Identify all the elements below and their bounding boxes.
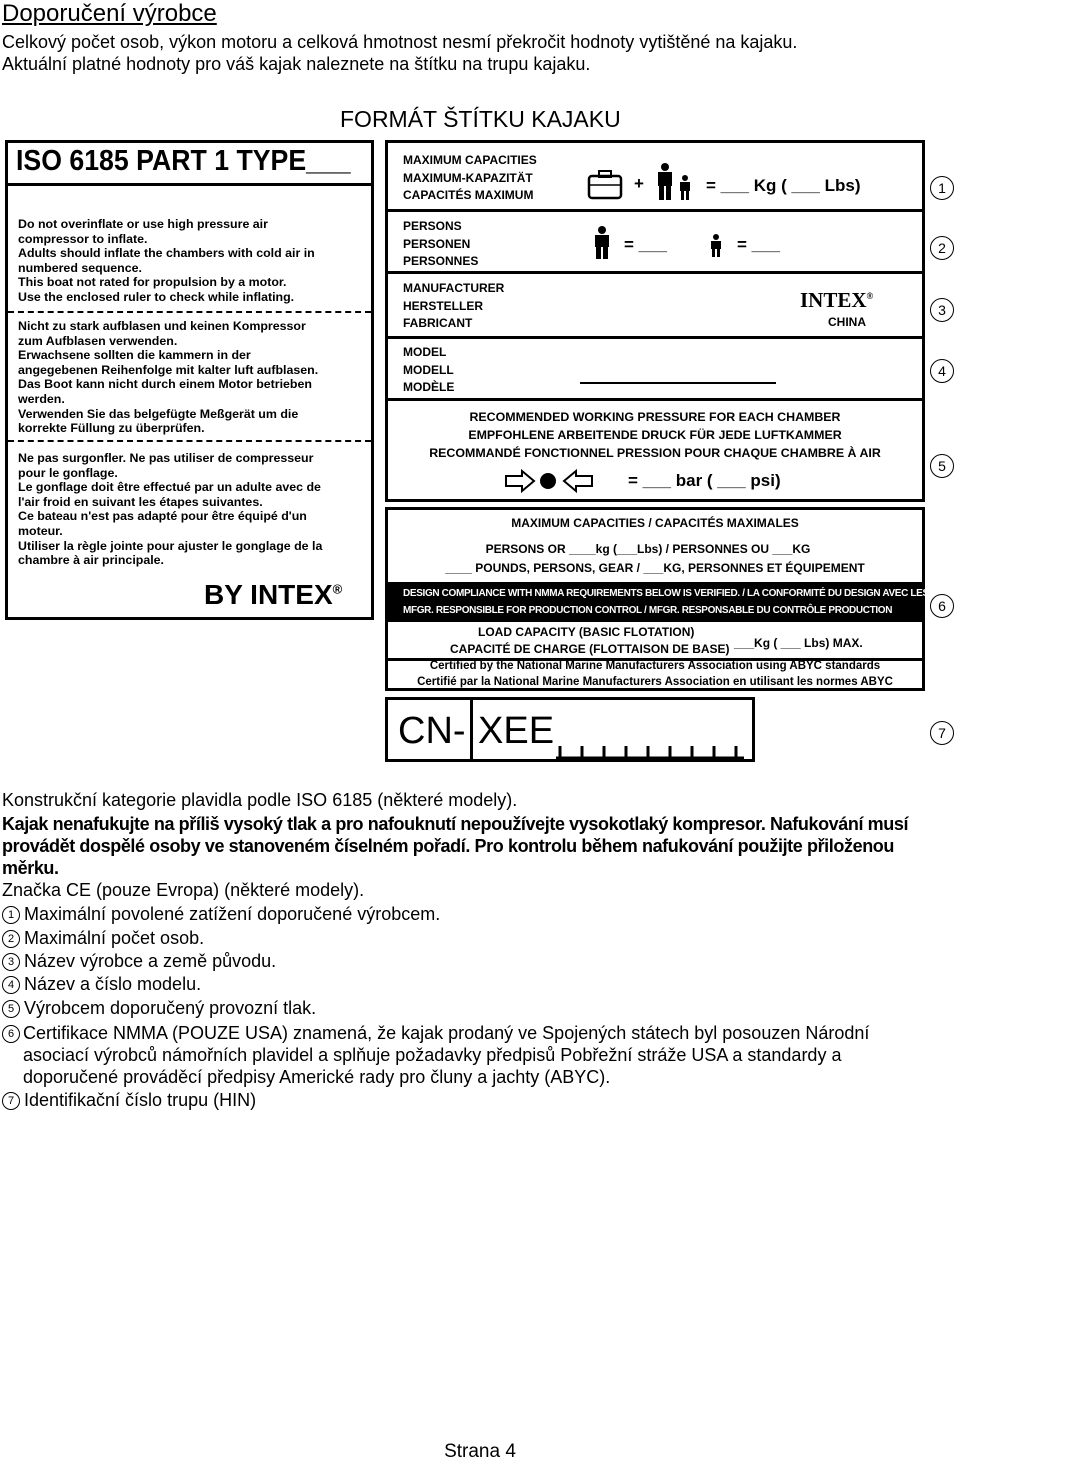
- item-number: 1: [2, 906, 20, 924]
- manufacturer-row: [388, 274, 922, 339]
- marker-6: 6: [930, 594, 954, 618]
- manufacturer-labels: [403, 280, 504, 333]
- marker-7: 7: [930, 721, 954, 745]
- warning-french: [18, 451, 365, 568]
- marker-1: 1: [930, 176, 954, 200]
- warning-line: moteur.: [18, 523, 63, 538]
- persons-labels: [403, 218, 478, 271]
- capacities-row: [388, 143, 922, 212]
- item-text: Název výrobce a země původu.: [24, 951, 277, 971]
- warning-english: [18, 217, 365, 305]
- list-item: [2, 928, 204, 949]
- list-item: [2, 1022, 932, 1088]
- warning-line: Ce bateau n'est pas adapté pour être équipé d'un: [18, 509, 307, 524]
- dashed-divider: [8, 311, 371, 313]
- pressure-line: RECOMMANDÉ FONCTIONNEL PRESSION POUR CHAQUE CHAMBRE À AIR: [429, 446, 881, 460]
- row-label: MAXIMUM CAPACITIES: [403, 153, 537, 167]
- hin-digit-slots: [556, 744, 746, 760]
- pressure-equation: = ___ bar ( ___ psi): [628, 471, 781, 490]
- item-text: Maximální počet osob.: [24, 928, 205, 948]
- ce-mark-text: Značka CE (pouze Evropa) (některé modely).: [2, 880, 365, 900]
- nmma-cert-en: Certified by the National Marine Manufacturers Association using ABYC standards: [429, 660, 881, 672]
- item-text: Název a číslo modelu.: [24, 974, 202, 994]
- list-item: [2, 904, 440, 925]
- load-capacity-fr: CAPACITÉ DE CHARGE (FLOTTAISON DE BASE): [450, 642, 730, 656]
- nmma-title: MAXIMUM CAPACITIES / CAPACITÉS MAXIMALES: [511, 516, 799, 530]
- nmma-gear-line: ____ POUNDS, PERSONS, GEAR / ___KG, PERSONNES ET ÉQUIPEMENT: [445, 561, 865, 575]
- item-text: Výrobcem doporučený provozní tlak.: [24, 998, 317, 1018]
- load-capacity-en: LOAD CAPACITY (BASIC FLOTATION): [478, 625, 695, 639]
- item-number: 4: [2, 976, 20, 994]
- warning-line: l'air froid en suivant les étapes suivantes.: [18, 494, 263, 509]
- dashed-divider: [8, 440, 371, 442]
- compliance-line: MFGR. RESPONSIBLE FOR PRODUCTION CONTROL / MFGR. RESPONSABLE DU CONTRÔLE PRODUCTION: [403, 605, 893, 616]
- row-label: MODELL: [403, 362, 454, 377]
- item-number: 2: [2, 930, 20, 948]
- compliance-line: DESIGN COMPLIANCE WITH NMMA REQUIREMENTS BELOW IS VERIFIED. / LA CONFORMITÉ DU DESIGN AVEC LES EXIGENCES NMMA EST VÉRIFIÉE.: [403, 588, 1087, 599]
- row-label: MANUFACTURER: [403, 281, 505, 295]
- warning-line: Das Boot kann nicht durch einem Motor betrieben: [18, 377, 312, 392]
- intex-logo-text: INTEX: [800, 288, 867, 312]
- item-number: 3: [2, 953, 20, 971]
- adult-person-icon: [593, 226, 611, 260]
- capacities-equation: = ___ Kg ( ___ Lbs): [706, 176, 861, 195]
- hin-divider: [470, 700, 473, 759]
- inflation-arrows-icon: [504, 470, 596, 492]
- child-count: = ___: [737, 235, 781, 254]
- iso-category-text: Konstrukční kategorie plavidla podle ISO 6185 (některé modely).: [2, 790, 518, 810]
- plus-sign: +: [634, 174, 644, 193]
- iso-header: ISO 6185 PART 1 TYPE___: [16, 145, 351, 177]
- intro-line-1: Celkový počet osob, výkon motoru a celková hmotnost nesmí překročit hodnoty vytištěné na kajaku.: [2, 32, 798, 52]
- item-number: 6: [2, 1025, 20, 1043]
- row-label: PERSONS: [403, 219, 462, 233]
- child-person-icon: [710, 234, 722, 258]
- marker-3: 3: [930, 298, 954, 322]
- nmma-compliance-bar: [388, 582, 1087, 622]
- item-text: Maximální povolené zatížení doporučené výrobcem.: [24, 904, 441, 924]
- row-label: HERSTELLER: [403, 298, 484, 313]
- warning-line: This boat not rated for propulsion by a motor.: [18, 275, 287, 290]
- model-row: [388, 339, 922, 401]
- warning-line: Use the enclosed ruler to check while inflating.: [18, 289, 295, 304]
- item-text: Certifikace NMMA (POUZE USA) znamená, že kajak prodaný ve Spojených státech byl posouzen Národní asociací výrobců námořních plavidel a splňuje požadavky předpisů Pobřežní stráže USA a standardy a doporučené prováděcí předpisy Americké rady pro čluny a jachty (ABYC).: [23, 1023, 870, 1087]
- warning-line: Verwenden Sie das belgefügte Meßgerät um die: [18, 406, 299, 421]
- capacity-label-box: [385, 140, 925, 502]
- warning-line: zum Aufblasen verwenden.: [18, 333, 178, 348]
- warning-line: Ne pas surgonfler. Ne pas utiliser de compresseur: [18, 451, 314, 465]
- load-capacity-max: ___Kg ( ___ Lbs) MAX.: [734, 636, 863, 650]
- registered-mark: ®: [866, 291, 874, 301]
- persons-row: [388, 212, 922, 274]
- pressure-line: RECOMMENDED WORKING PRESSURE FOR EACH CHAMBER: [469, 410, 841, 424]
- nmma-cert-fr: Certifié par la National Marine Manufacturers Association en utilisant les normes ABYC: [417, 676, 893, 688]
- hin-box: [385, 697, 755, 762]
- page-number: Strana 4: [444, 1441, 516, 1462]
- nmma-certification-box: [385, 507, 1087, 691]
- list-item: [2, 1090, 256, 1111]
- marker-4: 4: [930, 359, 954, 383]
- warning-german: [18, 319, 365, 436]
- warning-label-box: [5, 140, 374, 620]
- model-blank-line: [580, 382, 776, 384]
- row-label: PERSONEN: [403, 236, 471, 251]
- item-text: Identifikační číslo trupu (HIN): [24, 1090, 257, 1110]
- nmma-persons-line: PERSONS OR ____kg (___Lbs) / PERSONNES OU ___KG: [485, 542, 811, 556]
- row-label: FABRICANT: [403, 316, 473, 330]
- registered-mark: ®: [332, 581, 343, 597]
- page-heading: Doporučení výrobce: [2, 0, 217, 27]
- warning-line: Do not overinflate or use high pressure air: [18, 217, 268, 231]
- brand-text: BY INTEX: [204, 579, 333, 610]
- warning-line: Erwachsene sollten die kammern in der: [18, 348, 251, 363]
- list-item: [2, 998, 316, 1019]
- intex-logo: [800, 288, 873, 313]
- adult-count: = ___: [624, 235, 668, 254]
- luggage-icon: [586, 169, 624, 201]
- warning-line: pour le gonflage.: [18, 465, 118, 480]
- row-label: PERSONNES: [403, 254, 479, 268]
- model-labels: [403, 344, 454, 397]
- warning-line: werden.: [18, 391, 65, 406]
- iso-header-underline: [8, 183, 371, 186]
- row-label: CAPACITÉS MAXIMUM: [403, 188, 534, 202]
- warning-line: Nicht zu stark aufblasen und keinen Kompressor: [18, 319, 306, 333]
- item-number: 5: [2, 1000, 20, 1018]
- country-of-origin: CHINA: [828, 315, 866, 329]
- warning-line: chambre à air principale.: [18, 553, 164, 568]
- pressure-row: [388, 401, 922, 501]
- warning-line: Le gonflage doit être effectué par un adulte avec de: [18, 480, 321, 495]
- format-title: FORMÁT ŠTÍTKU KAJAKU: [340, 106, 621, 132]
- marker-2: 2: [930, 236, 954, 260]
- warning-line: Utiliser la règle jointe pour ajuster le gonglage de la: [18, 538, 323, 553]
- inflation-warning-text: Kajak nenafukujte na příliš vysoký tlak a pro nafouknutí nepoužívejte vysokotlaký kompresor. Nafukování musí provádět dospělé osoby ve stanoveném číselném pořadí. Pro kontrolu během nafukování použijte přiloženou měrku.: [2, 814, 909, 878]
- marker-5: 5: [930, 454, 954, 478]
- list-item: [2, 974, 201, 995]
- warning-line: angegebenen Reihenfolge mit kalter luft aufblasen.: [18, 362, 319, 377]
- warning-line: Adults should inflate the chambers with cold air in: [18, 246, 315, 261]
- row-label: MAXIMUM-KAPAZITÄT: [403, 170, 533, 185]
- hin-code: XEE: [478, 710, 555, 752]
- list-item: [2, 951, 276, 972]
- persons-icon: [654, 163, 694, 201]
- hin-prefix: CN-: [398, 710, 466, 752]
- warning-line: compressor to inflate.: [18, 231, 148, 246]
- item-number: 7: [2, 1092, 20, 1110]
- warning-line: korrekte Füllung zu überprüfen.: [18, 421, 205, 436]
- by-intex-brand: [204, 579, 342, 611]
- pressure-line: EMPFOHLENE ARBEITENDE DRUCK FÜR JEDE LUFTKAMMER: [468, 428, 842, 442]
- warning-line: numbered sequence.: [18, 260, 142, 275]
- capacities-labels: [403, 152, 537, 205]
- row-label: MODÈLE: [403, 380, 455, 394]
- row-label: MODEL: [403, 345, 447, 359]
- intro-line-2: Aktuální platné hodnoty pro váš kajak naleznete na štítku na trupu kajaku.: [2, 54, 591, 74]
